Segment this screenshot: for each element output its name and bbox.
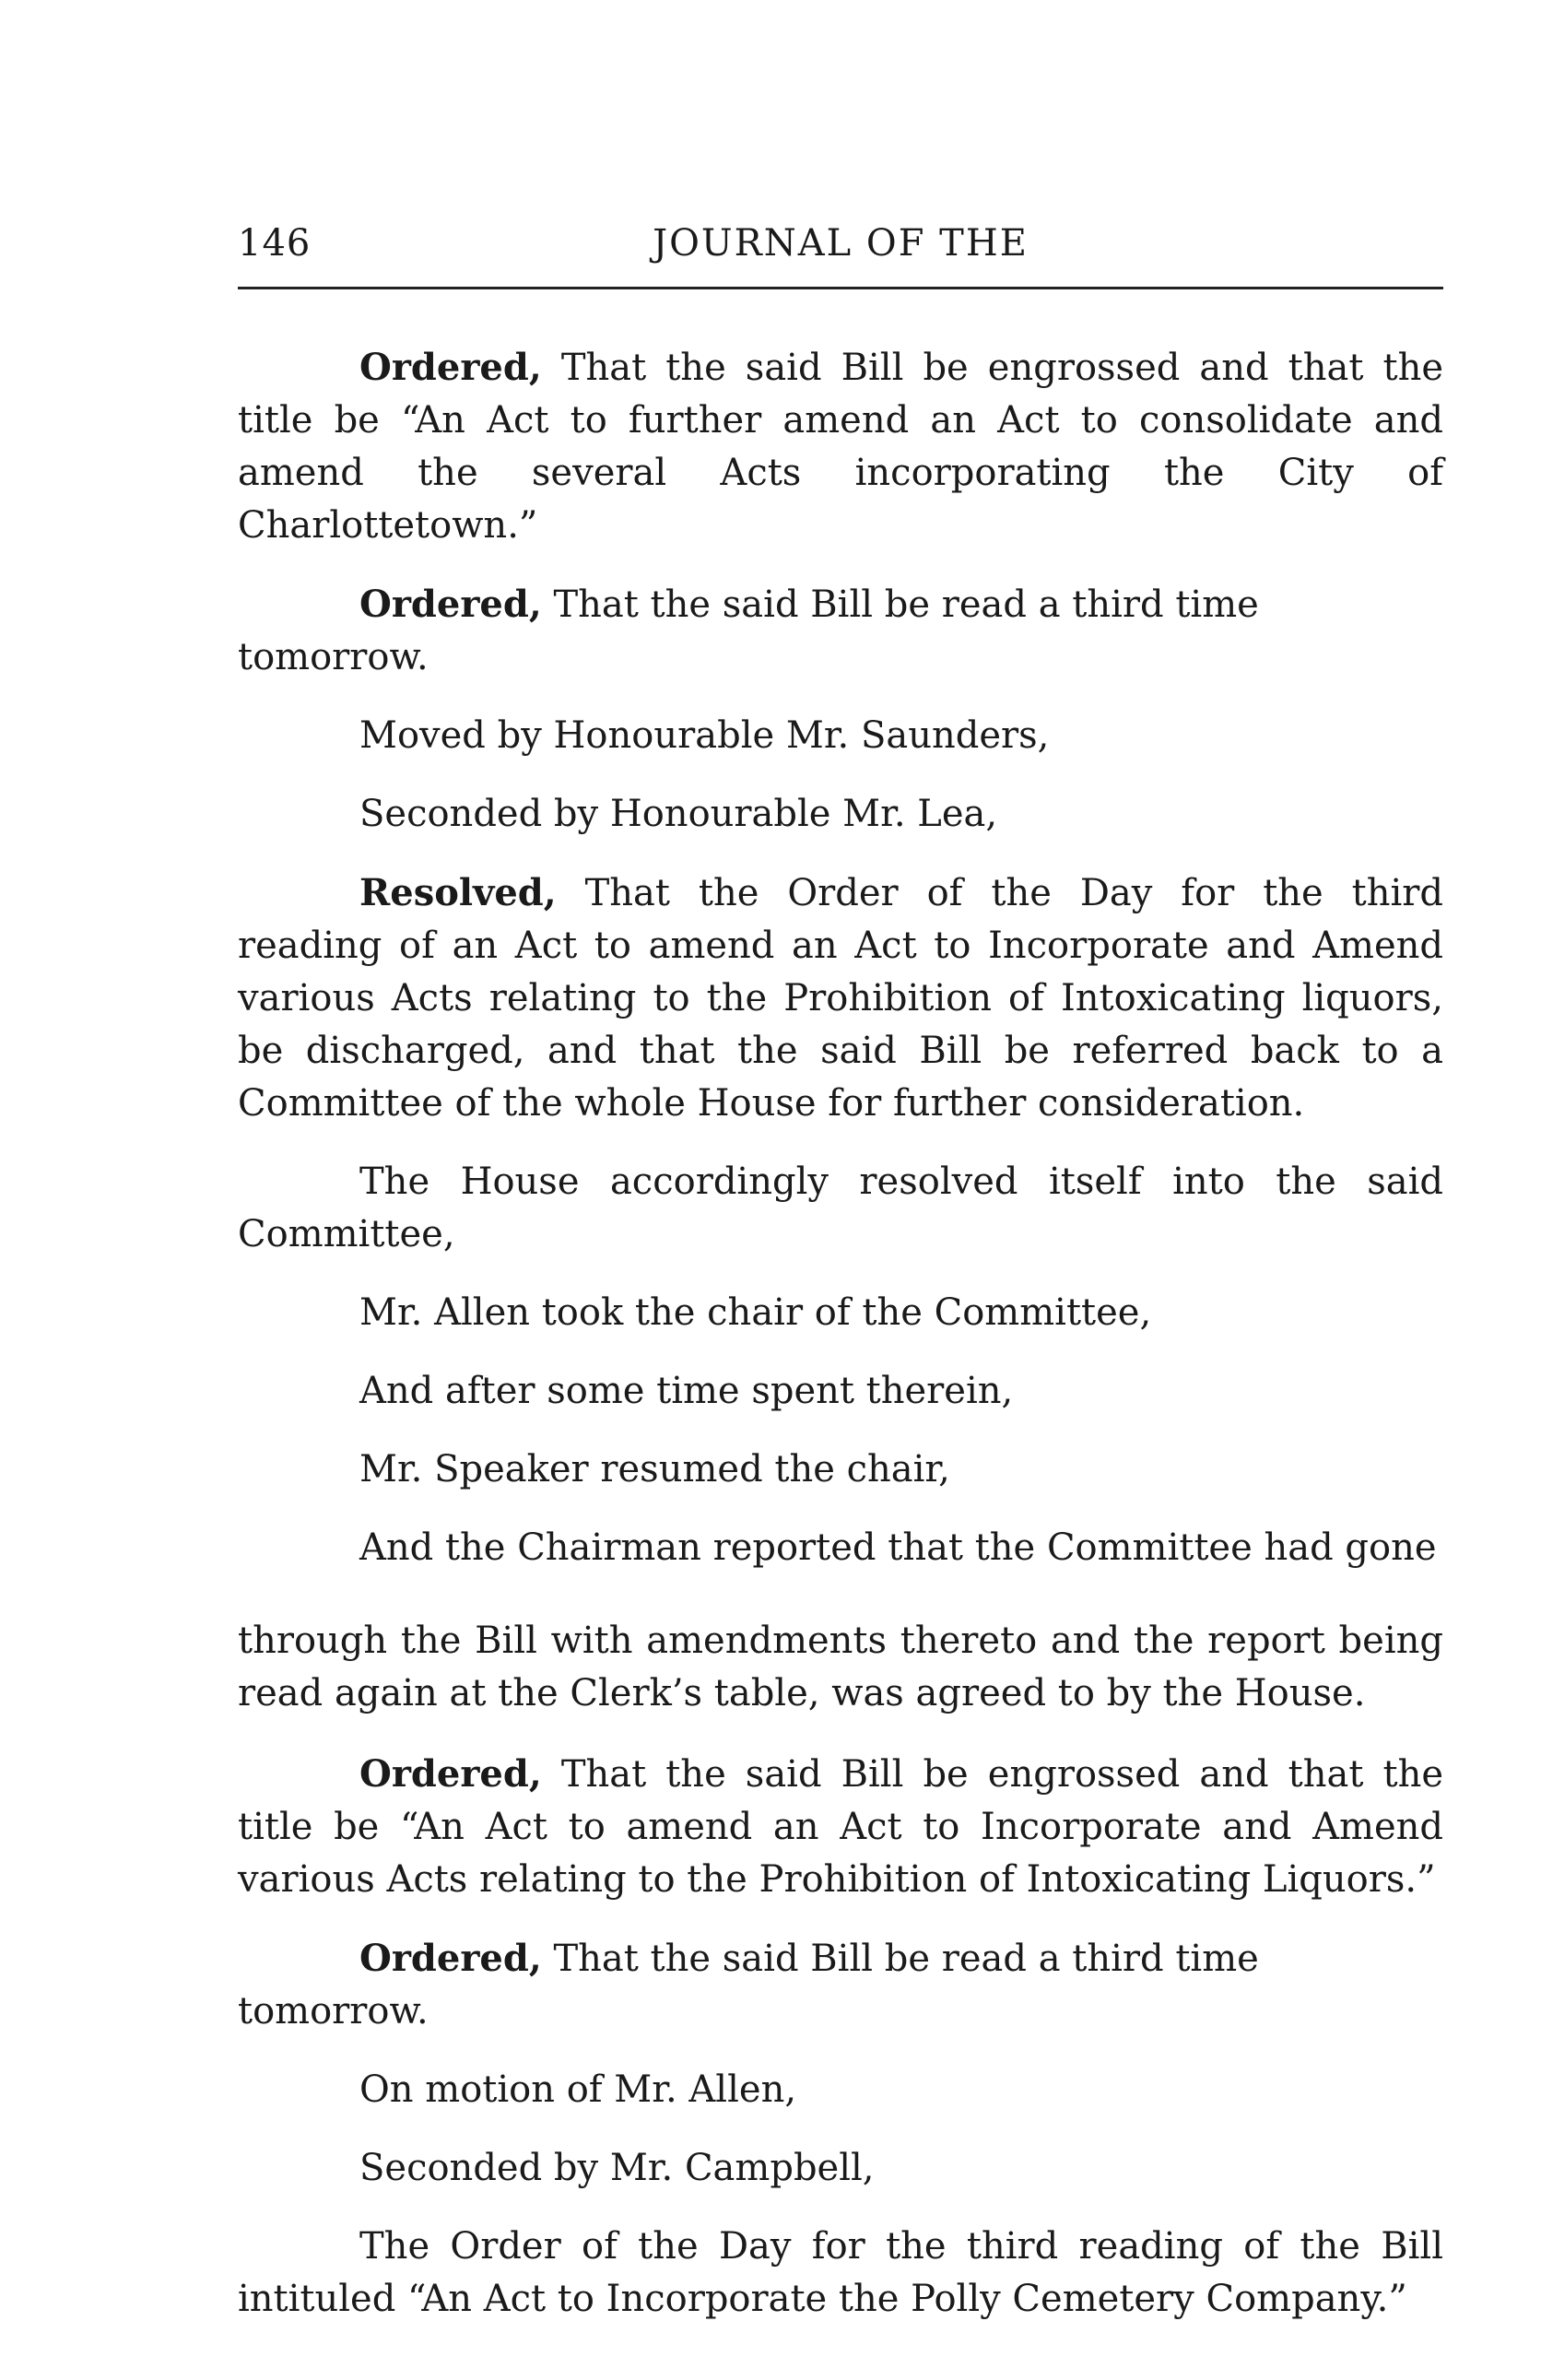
page-body xyxy=(238,341,1443,2326)
paragraph-text: Seconded by Honourable Mr. Lea, xyxy=(359,793,998,835)
paragraph-time-spent xyxy=(238,1365,1443,1418)
paragraph-moved-by xyxy=(238,710,1443,762)
paragraph-text: Mr. Allen took the chair of the Committee, xyxy=(359,1291,1152,1334)
paragraph-text: And the Chairman reported that the Committee had gone xyxy=(359,1526,1437,1569)
running-head: JOURNAL OF THE xyxy=(653,222,1029,265)
paragraph-lead: Ordered, xyxy=(359,583,542,626)
page-header xyxy=(238,219,1443,284)
page-number: 146 xyxy=(238,222,312,265)
paragraph-on-motion xyxy=(238,2064,1443,2116)
paragraph-text: The House accordingly resolved itself into the said Committee, xyxy=(238,1161,1443,1255)
paragraph-house-resolved xyxy=(238,1156,1443,1261)
paragraph-chairman-reported xyxy=(238,1522,1443,1574)
paragraph-lead: Ordered, xyxy=(359,1937,542,1980)
paragraph-ordered-third-reading xyxy=(238,578,1443,684)
paragraph-seconded-campbell xyxy=(238,2142,1443,2195)
paragraph-speaker-resumed xyxy=(238,1443,1443,1496)
paragraph-text: Moved by Honourable Mr. Saunders, xyxy=(359,714,1050,757)
paragraph-text: That the said Bill be engrossed and that the title be “An Act to further amend an Act to consolidate and amend the several Acts incorporating the City of Charlottetown.” xyxy=(238,347,1443,547)
paragraph-order-polly-cemetery xyxy=(238,2221,1443,2326)
paragraph-report-agreed xyxy=(238,1615,1443,1720)
paragraph-text: That the said Bill be read a third time tomorrow. xyxy=(238,1938,1259,2032)
paragraph-lead: Ordered, xyxy=(359,1752,542,1796)
paragraph-text: The Order of the Day for the third reading of the Bill intituled “An Act to Incorporate the Polly Cemetery Company.” xyxy=(238,2225,1443,2320)
paragraph-lead: Ordered, xyxy=(359,346,542,389)
header-rule xyxy=(238,287,1443,289)
paragraph-text: Mr. Speaker resumed the chair, xyxy=(359,1448,950,1490)
paragraph-ordered-title-charlottetown xyxy=(238,341,1443,552)
paragraph-ordered-third-reading-2 xyxy=(238,1932,1443,2038)
paragraph-text: And after some time spent therein, xyxy=(359,1370,1014,1412)
paragraph-text: That the said Bill be read a third time tomorrow. xyxy=(238,583,1259,678)
paragraph-lead: Resolved, xyxy=(359,871,557,914)
paragraph-text: That the Order of the Day for the third reading of an Act to amend an Act to Incorporate and Amend various Acts relating to the Prohibition of Intoxicating liquors, be discharged, and that the said Bill be referred back to a Committee of the whole House for further consideration. xyxy=(238,872,1443,1125)
paragraph-resolved xyxy=(238,866,1443,1130)
paragraph-text: Seconded by Mr. Campbell, xyxy=(359,2147,875,2189)
paragraph-took-chair xyxy=(238,1287,1443,1339)
paragraph-text: through the Bill with amendments thereto and the report being read again at the Clerk’s table, was agreed to by the House. xyxy=(238,1620,1443,1714)
paragraph-seconded-by xyxy=(238,788,1443,841)
paragraph-ordered-title-prohibition xyxy=(238,1748,1443,1906)
paragraph-text: That the said Bill be engrossed and that the title be “An Act to amend an Act to Incorporate and Amend various Acts relating to the Prohibition of Intoxicating Liquors.” xyxy=(238,1753,1443,1901)
paragraph-text: On motion of Mr. Allen, xyxy=(359,2068,797,2111)
